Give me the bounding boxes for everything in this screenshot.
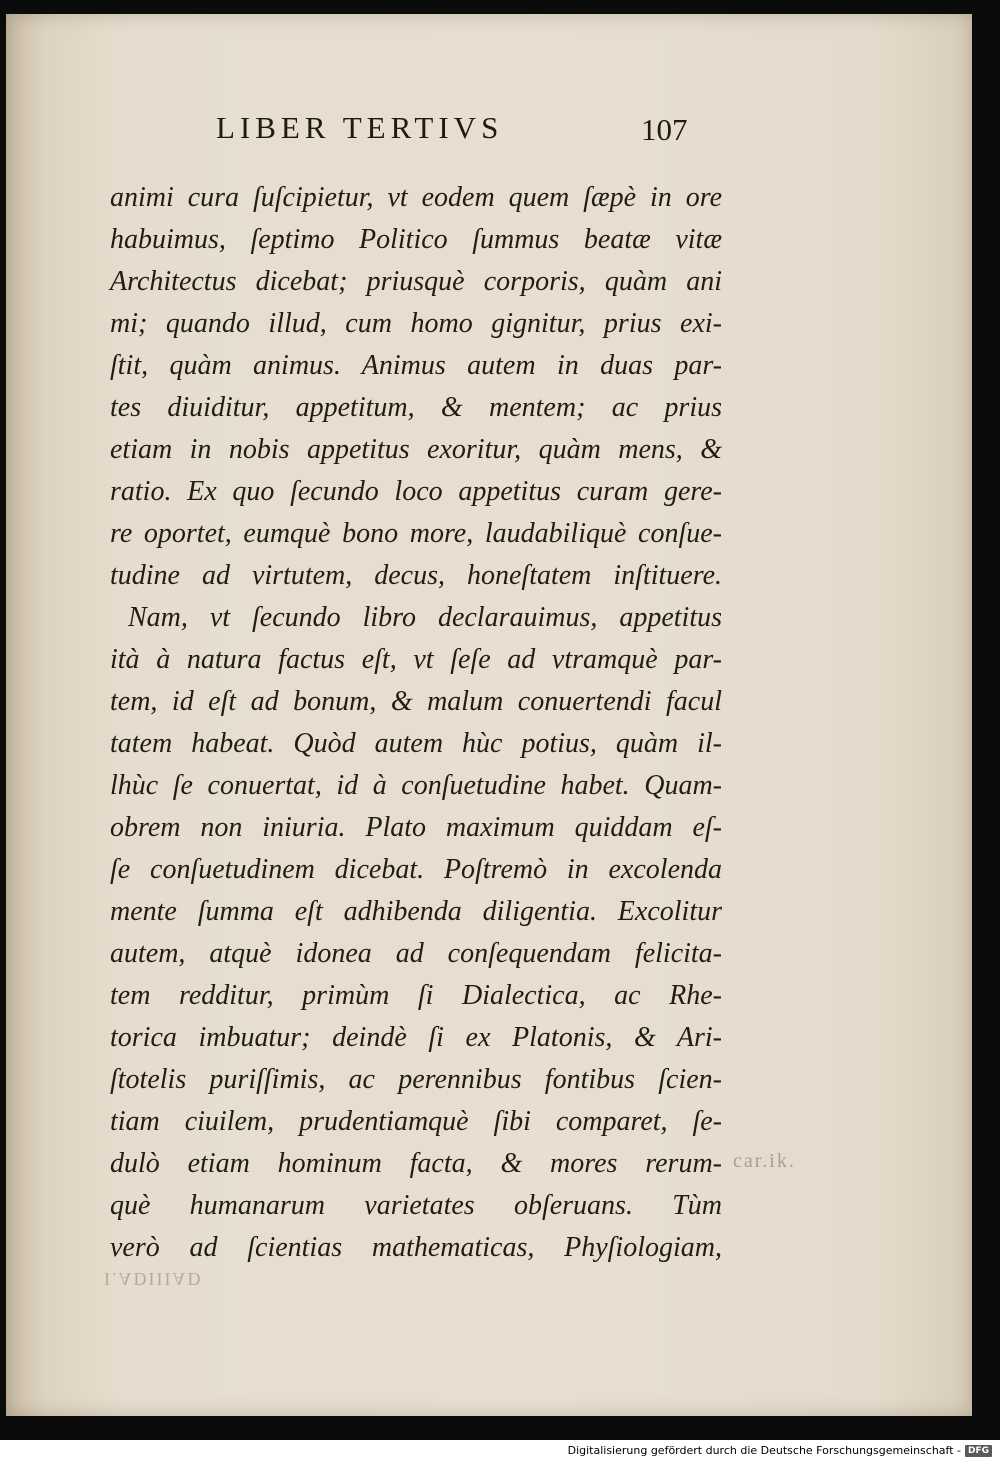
text-line: mi; quando illud, cum homo gignitur, prius exi- <box>110 308 722 339</box>
text-line: ratio. Ex quo ſecundo loco appetitus curam gere- <box>110 476 722 507</box>
text-line: autem, atquè idonea ad conſequendam felicita- <box>110 938 722 969</box>
dfg-logo: DFG <box>965 1445 992 1457</box>
text-line: què humanarum varietates obſeruans. Tùm <box>110 1190 722 1221</box>
text-line: tem, id eſt ad bonum, & malum conuertendi facul <box>110 686 722 717</box>
page-number: 107 <box>641 112 688 147</box>
text-line: dulò etiam hominum facta, & mores rerum- <box>110 1148 722 1179</box>
text-line: Nam, vt ſecundo libro declarauimus, appetitus <box>128 602 722 633</box>
text-line: habuimus, ſeptimo Politico ſummus beatæ vitæ <box>110 224 722 255</box>
text-line: etiam in nobis appetitus exoritur, quàm mens, & <box>110 434 722 465</box>
text-line: tatem habeat. Quòd autem hùc potius, quàm il- <box>110 728 722 759</box>
bleed-through-left: I.ADIIIAD <box>104 1269 203 1289</box>
text-line: ſtit, quàm animus. Animus autem in duas par- <box>110 350 722 381</box>
text-line: tiam ciuilem, prudentiamquè ſibi comparet, ſe- <box>110 1106 722 1137</box>
text-line: Architectus dicebat; priusquè corporis, quàm ani <box>110 266 722 297</box>
text-line: animi cura ſuſcipietur, vt eodem quem ſæpè in ore <box>110 182 722 213</box>
text-line: tem redditur, primùm ſi Dialectica, ac Rhe- <box>110 980 722 1011</box>
text-line: ità à natura factus eſt, vt ſeſe ad vtramquè par- <box>110 644 722 675</box>
running-title: LIBER TERTIVS <box>216 110 504 145</box>
text-line: tudine ad virtutem, decus, honeſtatem inſtituere. <box>110 560 722 591</box>
text-line: ſtotelis puriſſimis, ac perennibus fontibus ſcien- <box>110 1064 722 1095</box>
text-line: re oportet, eumquè bono more, laudabiliquè conſue- <box>110 518 722 549</box>
text-line: ſe conſuetudinem dicebat. Poſtremò in excolenda <box>110 854 722 885</box>
credit-text: Digitalisierung gefördert durch die Deutsche Forschungsgemeinschaft - <box>567 1444 961 1457</box>
book-page <box>6 14 972 1416</box>
bleed-through-right: car.ik. <box>733 1150 796 1172</box>
text-line: torica imbuatur; deindè ſi ex Platonis, & Ari- <box>110 1022 722 1053</box>
digitization-credit <box>568 1444 992 1457</box>
text-line: mente ſumma eſt adhibenda diligentia. Excolitur <box>110 896 722 927</box>
text-line: verò ad ſcientias mathematicas, Phyſiologiam, <box>110 1232 722 1263</box>
text-line: lhùc ſe conuertat, id à conſuetudine habet. Quam- <box>110 770 722 801</box>
text-line: tes diuiditur, appetitum, & mentem; ac prius <box>110 392 722 423</box>
text-line: obrem non iniuria. Plato maximum quiddam eſ- <box>110 812 722 843</box>
